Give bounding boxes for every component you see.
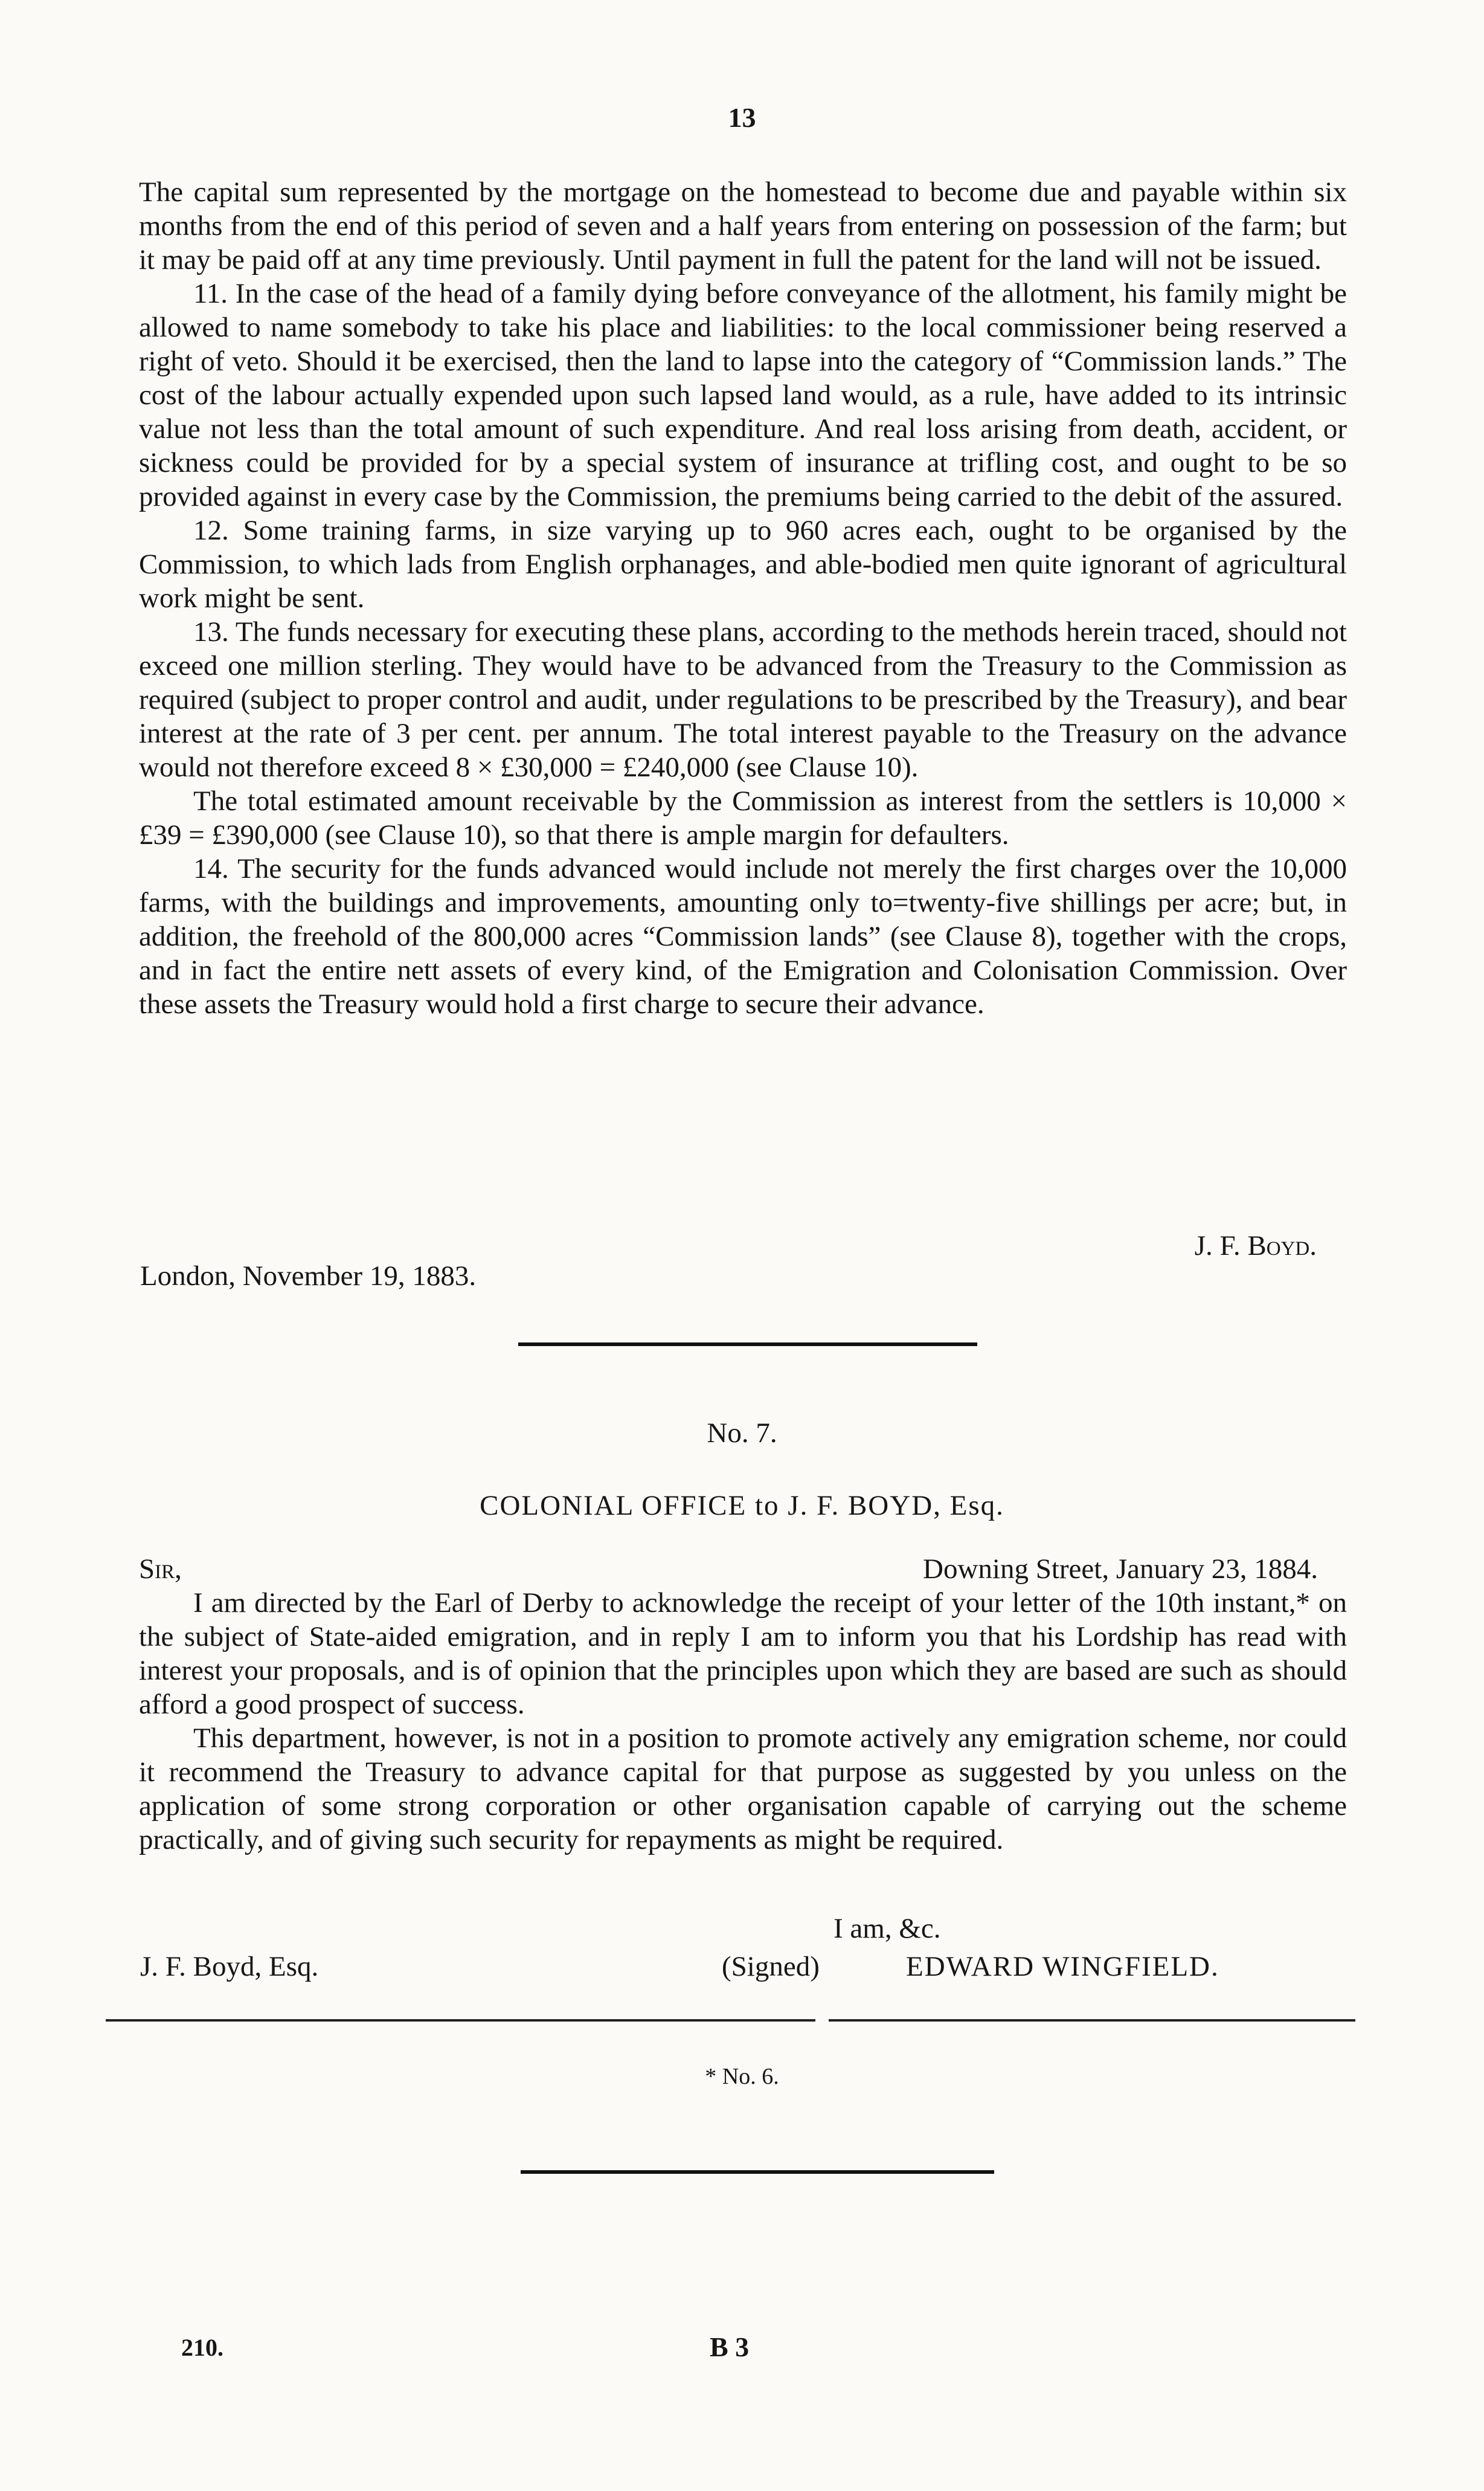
continuation-paragraph: The capital sum represented by the mortgage on the homestead to become due and payable within six months from the end of this period of seven and a half years from entering on possession of the farm; but it may be paid off at any time previously. Until payment in full the patent for the land will not be issued. [139,176,1347,276]
salutation: Sir, [139,1553,182,1585]
bottom-divider [521,2170,994,2174]
clause-body [139,175,1347,1021]
clause-12: 12. Some training farms, in size varying up to 960 acres each, ought to be organised by the Commission, to which lads from English orphanages, and able-bodied men quite ignorant of agricultural work might be sent. [139,515,1347,614]
signed-label: (Signed) [722,1951,820,1982]
letter-paragraph-2: This department, however, is not in a position to promote actively any emigration scheme, nor could it recommend the Treasury to advance capital for that purpose as suggested by you unless on the application of some strong corporation or other organisation capable of carrying out the scheme practically, and of giving such security for repayments as might be required. [139,1722,1347,1855]
document-heading: COLONIAL OFFICE to J. F. BOYD, Esq. [480,1490,1004,1521]
footer-center: B 3 [710,2331,750,2362]
footnote: * No. 6. [705,2064,779,2089]
footer-left: 210. [181,2334,223,2361]
footnote-rule-right [829,2019,1355,2022]
letter-body [139,1586,1347,1857]
clause-14: 14. The security for the funds advanced would include not merely the first charges over the 10,000 farms, with the buildings and improvements, amounting only to=twenty-five shillings per acre; but, in addition, the freehold of the 800,000 acres “Commission lands” (see Clause 8), together with the crops, and in fact the entire nett assets of every kind, of the Emigration and Colonisation Commission. Over these assets the Treasury would hold a first charge to secure their advance. [139,853,1347,1020]
signature-boyd: J. F. Boyd. [1194,1230,1317,1262]
page-number: 13 [728,102,756,133]
letter-date: Downing Street, January 23, 1884. [923,1553,1318,1585]
dateline-boyd: London, November 19, 1883. [140,1260,477,1292]
signer: EDWARD WINGFIELD. [906,1951,1219,1982]
clause-13-continued: The total estimated amount receivable by the Commission as interest from the settlers is 10,000 × £39 = £390,000 (see Clause 10), so that there is ample margin for defaulters. [139,785,1347,851]
letter-paragraph-1: I am directed by the Earl of Derby to acknowledge the receipt of your letter of the 10th instant,* on the subject of State-aided emigration, and in reply I am to inform you that his Lordship has read with interest your proposals, and is of opinion that the principles upon which they are based are such as should afford a good prospect of success. [139,1587,1347,1720]
document-number: No. 7. [707,1417,777,1449]
footnote-rule-left [106,2019,815,2022]
closing: I am, &c. [834,1913,941,1944]
addressee: J. F. Boyd, Esq. [140,1951,319,1982]
section-divider [518,1342,977,1346]
clause-11: 11. In the case of the head of a family dying before conveyance of the allotment, his family might be allowed to name somebody to take his place and liabilities: to the local commissioner being reserved a right of veto. Should it be exercised, then the land to lapse into the category of “Commission lands.” The cost of the labour actually expended upon such lapsed land would, as a rule, have added to its intrinsic value not less than the total amount of such expenditure. And real loss arising from death, accident, or sickness could be provided for by a special system of insurance at trifling cost, and ought to be so provided against in every case by the Commission, the premiums being carried to the debit of the assured. [139,278,1347,512]
clause-13: 13. The funds necessary for executing these plans, according to the methods herein traced, should not exceed one million sterling. They would have to be advanced from the Treasury to the Commission as required (subject to proper control and audit, under regulations to be prescribed by the Treasury), and bear interest at the rate of 3 per cent. per annum. The total interest payable to the Treasury on the advance would not therefore exceed 8 × £30,000 = £240,000 (see Clause 10). [139,616,1347,783]
